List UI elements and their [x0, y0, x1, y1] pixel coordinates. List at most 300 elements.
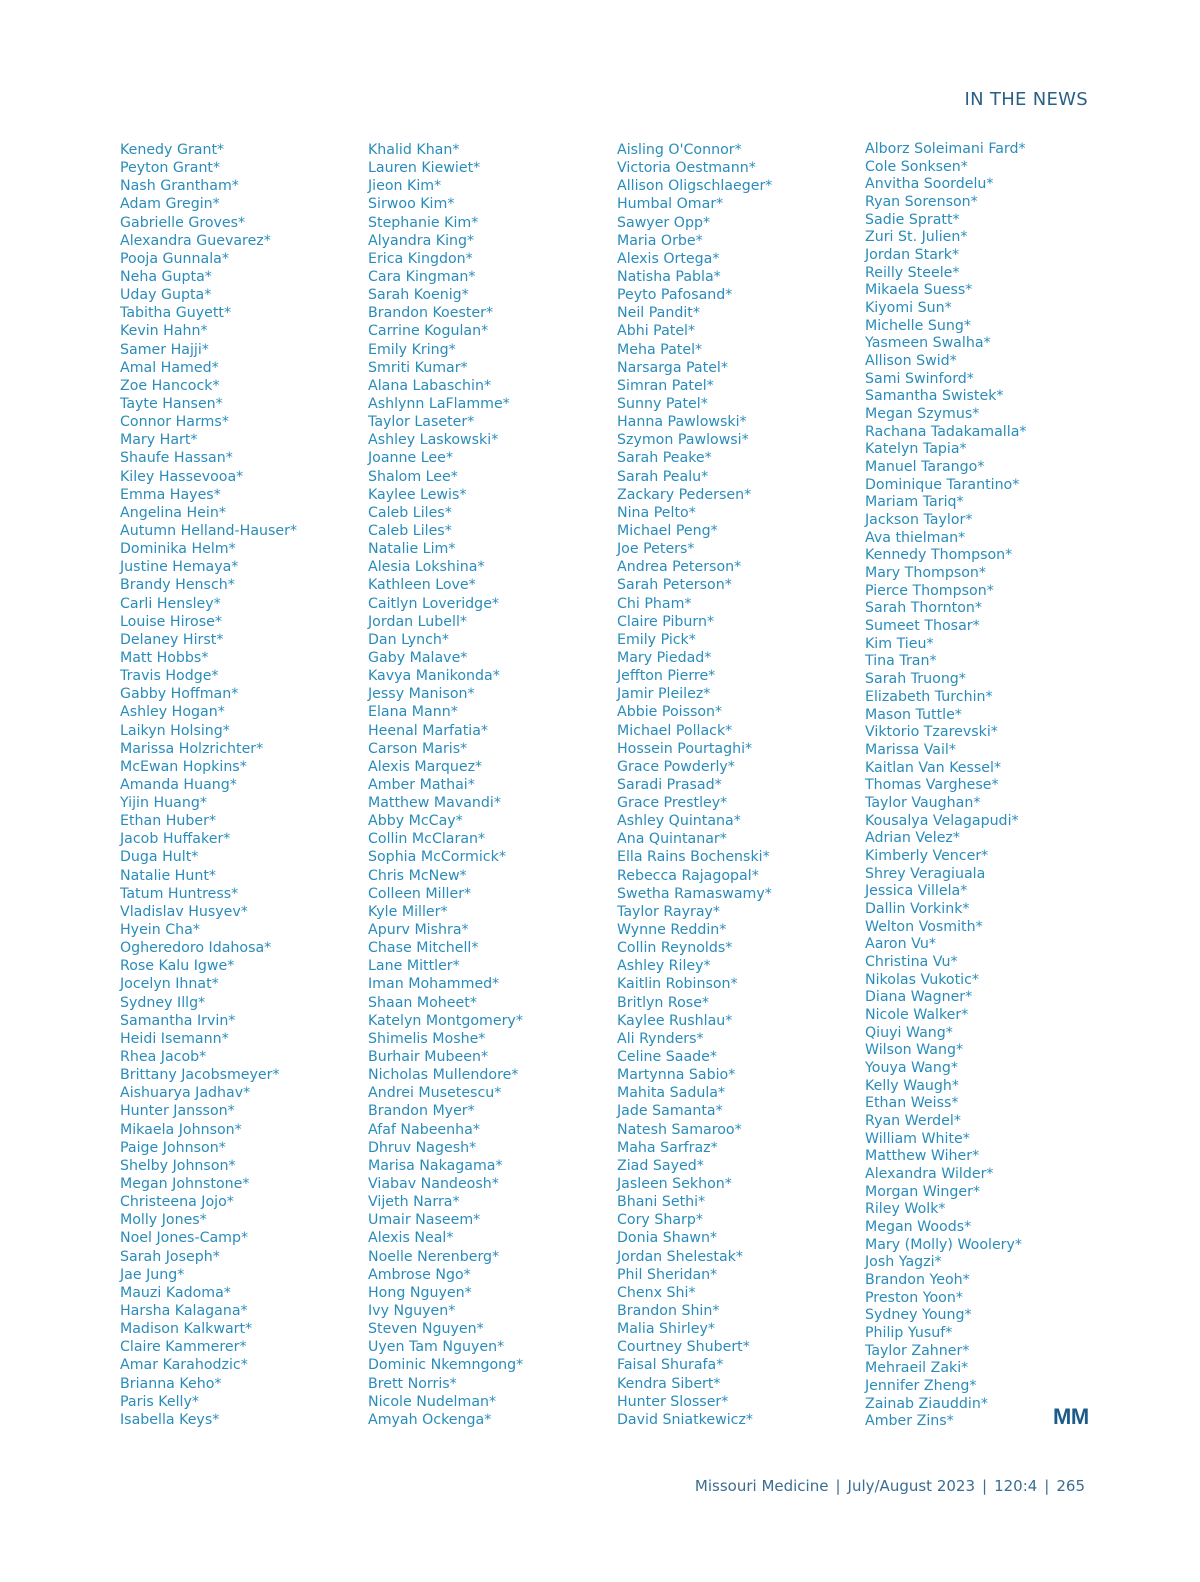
name-item: Amyah Ockenga*: [368, 1411, 492, 1428]
name-item: Brandon Shin*: [617, 1303, 720, 1319]
name-item: Jasleen Sekhon*: [617, 1176, 732, 1193]
name-item: Samer Hajji*: [120, 341, 209, 358]
name-item: Chris McNew*: [368, 867, 467, 884]
issue-date: July/August 2023: [847, 1477, 975, 1495]
name-item: Ambrose Ngo*: [368, 1266, 471, 1283]
name-item: Ana Quintanar*: [617, 831, 727, 848]
name-item: Sarah Peterson*: [617, 577, 732, 594]
name-item: Dallin Vorkink*: [865, 900, 970, 917]
name-item: Erica Kingdon*: [368, 250, 473, 267]
mm-logo: MM: [1053, 1404, 1089, 1429]
name-item: Marissa Holzrichter*: [120, 740, 264, 757]
name-item: Sydney Young*: [865, 1307, 972, 1324]
name-item: Autumn Helland-Hauser*: [120, 522, 298, 539]
name-item: Taylor Zahner*: [865, 1342, 970, 1359]
name-item: Kennedy Thompson*: [865, 547, 1013, 564]
name-item: Dominika Helm*: [120, 541, 236, 558]
name-item: Sirwoo Kim*: [368, 196, 455, 213]
name-item: Louise Hirose*: [120, 613, 222, 630]
name-item: Adam Gregin*: [120, 196, 220, 213]
name-item: Nicole Walker*: [865, 1006, 969, 1023]
name-item: Heenal Marfatia*: [368, 722, 489, 739]
name-item: Kaitlin Robinson*: [617, 976, 738, 993]
name-item: Emma Hayes*: [120, 486, 221, 503]
name-item: Jae Jung*: [120, 1266, 185, 1283]
name-item: Justine Hemaya*: [120, 559, 239, 576]
name-item: Samantha Irvin*: [120, 1012, 236, 1029]
name-item: Emily Pick*: [617, 631, 696, 648]
name-item: Grace Powderly*: [617, 758, 735, 775]
name-item: Neha Gupta*: [120, 268, 212, 285]
name-item: Brandon Myer*: [368, 1103, 475, 1120]
name-item: Allison Oligschlaeger*: [617, 178, 773, 195]
name-item: Riley Wolk*: [865, 1201, 946, 1218]
name-item: Kousalya Velagapudi*: [865, 812, 1019, 829]
name-item: Kaylee Lewis*: [368, 486, 467, 503]
name-item: Taylor Vaughan*: [865, 794, 981, 811]
name-item: Dhruv Nagesh*: [368, 1139, 477, 1156]
name-item: Kiley Hassevooa*: [120, 468, 244, 485]
name-item: Noel Jones-Camp*: [120, 1230, 249, 1247]
name-column-1: [120, 141, 297, 1429]
section-title: IN THE NEWS: [964, 89, 1088, 110]
name-item: Mary Thompson*: [865, 565, 986, 582]
name-item: Duga Hult*: [120, 849, 199, 866]
name-item: Natalie Hunt*: [120, 867, 216, 884]
name-item: Brittany Jacobsmeyer*: [120, 1067, 280, 1084]
name-item: Jessica Villela*: [865, 883, 968, 900]
name-item: Claire Kammerer*: [120, 1339, 247, 1356]
name-item: Ivy Nguyen*: [368, 1303, 456, 1319]
name-item: Alexandra Guevarez*: [120, 232, 271, 249]
name-item: Steven Nguyen*: [368, 1321, 484, 1338]
name-item: Colleen Miller*: [368, 885, 472, 902]
name-item: Shelby Johnson*: [120, 1157, 236, 1174]
name-item: Burhair Mubeen*: [368, 1049, 489, 1066]
name-item: Marisa Nakagama*: [368, 1157, 503, 1174]
name-item: Mary Piedad*: [617, 649, 712, 666]
name-item: Sydney Illg*: [120, 994, 206, 1011]
name-item: Pierce Thompson*: [865, 582, 994, 599]
name-item: Cory Sharp*: [617, 1212, 703, 1229]
name-item: Mary (Molly) Woolery*: [865, 1236, 1023, 1253]
name-item: Humbal Omar*: [617, 196, 724, 213]
name-item: Hanna Pawlowski*: [617, 414, 747, 431]
name-item: Heidi Isemann*: [120, 1030, 229, 1047]
name-item: Natalie Lim*: [368, 541, 456, 558]
name-item: Jamir Pleilez*: [617, 686, 711, 703]
name-item: Harsha Kalagana*: [120, 1303, 248, 1319]
name-item: Hunter Slosser*: [617, 1393, 729, 1410]
name-item: Sunny Patel*: [617, 395, 708, 412]
name-item: Philip Yusuf*: [865, 1325, 953, 1342]
name-item: Sadie Spratt*: [865, 211, 960, 228]
name-item: Dan Lynch*: [368, 631, 449, 648]
name-item: Apurv Mishra*: [368, 922, 469, 939]
name-item: Umair Naseem*: [368, 1212, 481, 1229]
name-item: Megan Szymus*: [865, 406, 980, 423]
name-item: Stephanie Kim*: [368, 214, 479, 231]
name-column-4: [865, 141, 1026, 1431]
name-item: Kelly Waugh*: [865, 1077, 960, 1094]
name-item: Nash Grantham*: [120, 178, 239, 195]
name-item: Carson Maris*: [368, 740, 468, 757]
name-item: Qiuyi Wang*: [865, 1024, 953, 1041]
name-item: Peyton Grant*: [120, 160, 221, 177]
name-item: Marissa Vail*: [865, 741, 956, 758]
name-item: Dominique Tarantino*: [865, 476, 1020, 493]
name-item: Jennifer Zheng*: [865, 1378, 977, 1395]
name-item: Ashley Hogan*: [120, 704, 225, 721]
name-item: Kiyomi Sun*: [865, 300, 952, 317]
name-item: Ali Rynders*: [617, 1030, 704, 1047]
name-item: Isabella Keys*: [120, 1411, 220, 1428]
name-item: Brandon Koester*: [368, 305, 494, 322]
name-item: Elizabeth Turchin*: [865, 688, 993, 705]
name-item: Mary Hart*: [120, 432, 198, 449]
name-item: Amal Hamed*: [120, 359, 219, 376]
name-item: Chase Mitchell*: [368, 940, 479, 957]
name-item: Angelina Hein*: [120, 504, 226, 521]
name-item: Jeffton Pierre*: [617, 668, 716, 685]
name-item: Ryan Sorenson*: [865, 194, 978, 211]
name-item: Neil Pandit*: [617, 305, 700, 322]
name-item: Morgan Winger*: [865, 1183, 981, 1200]
name-item: William White*: [865, 1130, 970, 1147]
name-item: Saradi Prasad*: [617, 776, 722, 793]
name-item: Aisling O'Connor*: [617, 142, 742, 158]
name-item: Allison Swid*: [865, 353, 957, 370]
name-item: Matthew Wiher*: [865, 1148, 980, 1165]
name-item: Tina Tran*: [865, 653, 937, 670]
name-item: Manuel Tarango*: [865, 459, 985, 476]
name-item: Kevin Hahn*: [120, 323, 208, 340]
name-item: Brandon Yeoh*: [865, 1272, 970, 1288]
name-item: Courtney Shubert*: [617, 1339, 750, 1356]
name-item: Kathleen Love*: [368, 577, 476, 594]
name-item: Emily Kring*: [368, 341, 456, 358]
name-item: Brianna Keho*: [120, 1375, 222, 1392]
name-column-2: [368, 141, 523, 1429]
name-item: Carrine Kogulan*: [368, 323, 489, 340]
name-item: Ashley Quintana*: [617, 813, 741, 830]
journal-name: Missouri Medicine: [694, 1477, 829, 1495]
name-item: Szymon Pawlowsi*: [617, 432, 749, 449]
name-item: Travis Hodge*: [120, 668, 219, 685]
name-item: Victoria Oestmann*: [617, 160, 756, 177]
name-item: Sarah Thornton*: [865, 600, 982, 617]
name-item: Shaufe Hassan*: [120, 450, 233, 467]
name-item: Brett Norris*: [368, 1375, 457, 1392]
name-item: McEwan Hopkins*: [120, 758, 247, 775]
name-item: Reilly Steele*: [865, 264, 960, 281]
name-item: Natisha Pabla*: [617, 268, 721, 285]
name-item: Uday Gupta*: [120, 287, 212, 304]
name-item: Vladislav Husyev*: [120, 903, 248, 920]
name-item: Jacob Huffaker*: [120, 831, 231, 848]
name-item: Jessy Manison*: [368, 686, 475, 703]
name-item: Noelle Nerenberg*: [368, 1248, 500, 1265]
name-item: Zainab Ziauddin*: [865, 1395, 988, 1412]
name-item: Hyein Cha*: [120, 922, 200, 939]
name-item: Sarah Joseph*: [120, 1248, 220, 1265]
name-item: Maria Orbe*: [617, 232, 703, 249]
name-item: Caleb Liles*: [368, 522, 452, 539]
name-item: Joanne Lee*: [368, 450, 453, 467]
name-item: Ashley Riley*: [617, 958, 711, 975]
name-column-3: [617, 141, 772, 1429]
name-item: Taylor Rayray*: [617, 903, 721, 920]
name-item: Sami Swinford*: [865, 370, 974, 387]
name-item: Megan Johnstone*: [120, 1176, 250, 1193]
name-item: Nikolas Vukotic*: [865, 971, 980, 988]
name-item: Zoe Hancock*: [120, 377, 220, 394]
name-item: Malia Shirley*: [617, 1321, 715, 1338]
name-item: Kavya Manikonda*: [368, 668, 500, 685]
name-item: Ava thielman*: [865, 529, 966, 546]
name-item: Carli Hensley*: [120, 595, 221, 612]
name-item: Gabby Hoffman*: [120, 686, 239, 703]
name-item: Yijin Huang*: [120, 795, 207, 812]
name-item: Brandy Hensch*: [120, 577, 235, 594]
name-item: Iman Mohammed*: [368, 976, 500, 993]
name-item: Rhea Jacob*: [120, 1049, 207, 1066]
name-item: Dominic Nkemngong*: [368, 1357, 524, 1374]
name-item: Mahita Sadula*: [617, 1085, 726, 1102]
name-item: Christeena Jojo*: [120, 1194, 234, 1211]
name-item: Abhi Patel*: [617, 323, 696, 340]
name-item: Gabrielle Groves*: [120, 214, 246, 231]
name-item: Collin McClaran*: [368, 831, 486, 848]
name-item: Nina Pelto*: [617, 504, 696, 521]
name-item: Hong Nguyen*: [368, 1284, 472, 1301]
volume-issue: 120:4: [994, 1477, 1038, 1495]
name-item: Vijeth Narra*: [368, 1194, 460, 1211]
name-item: Viktorio Tzarevski*: [865, 724, 998, 741]
name-item: Kyle Miller*: [368, 903, 448, 920]
name-item: Celine Saade*: [617, 1049, 717, 1066]
name-item: Tayte Hansen*: [120, 395, 223, 412]
name-item: Ethan Weiss*: [865, 1095, 959, 1112]
name-item: Madison Kalkwart*: [120, 1321, 253, 1338]
name-item: Shalom Lee*: [368, 468, 458, 485]
name-item: Mauzi Kadoma*: [120, 1284, 231, 1301]
name-item: Kendra Sibert*: [617, 1375, 721, 1392]
name-item: Aishuarya Jadhav*: [120, 1085, 251, 1102]
name-item: Alana Labaschin*: [368, 377, 492, 394]
name-item: Meha Patel*: [617, 341, 703, 358]
name-item: Alesia Lokshina*: [368, 559, 485, 576]
page-number: 265: [1056, 1477, 1085, 1495]
name-item: Jordan Shelestak*: [617, 1248, 744, 1265]
name-item: Sawyer Opp*: [617, 214, 711, 231]
name-item: Jordan Stark*: [865, 247, 960, 264]
name-item: Peyto Pafosand*: [617, 287, 733, 304]
footer-separator: |: [835, 1477, 841, 1495]
name-item: Jackson Taylor*: [865, 512, 973, 529]
name-item: Zuri St. Julien*: [865, 229, 968, 246]
name-item: Thomas Varghese*: [865, 777, 999, 794]
name-item: Amanda Huang*: [120, 776, 237, 793]
name-item: Uyen Tam Nguyen*: [368, 1339, 505, 1356]
name-item: Kaitlan Van Kessel*: [865, 759, 1002, 776]
name-item: Delaney Hirst*: [120, 631, 224, 648]
name-item: Martynna Sabio*: [617, 1067, 736, 1084]
name-item: Paige Johnson*: [120, 1139, 226, 1156]
name-item: Caitlyn Loveridge*: [368, 595, 500, 612]
name-item: Gaby Malave*: [368, 649, 468, 666]
name-item: Cara Kingman*: [368, 268, 476, 285]
name-item: Laikyn Holsing*: [120, 722, 230, 739]
name-item: Katelyn Tapia*: [865, 441, 967, 458]
name-item: Cole Sonksen*: [865, 158, 968, 175]
name-item: Alexandra Wilder*: [865, 1165, 994, 1182]
name-item: Phil Sheridan*: [617, 1266, 718, 1283]
name-item: Donia Shawn*: [617, 1230, 718, 1247]
name-item: Shimelis Moshe*: [368, 1030, 486, 1047]
name-item: Michelle Sung*: [865, 317, 971, 334]
name-item: Lauren Kiewiet*: [368, 160, 481, 177]
name-item: Wynne Reddin*: [617, 922, 727, 939]
name-item: Connor Harms*: [120, 414, 229, 431]
name-item: Simran Patel*: [617, 377, 714, 394]
name-item: Hunter Jansson*: [120, 1103, 235, 1120]
name-item: Anvitha Soordelu*: [865, 176, 994, 193]
name-item: Kimberly Vencer*: [865, 847, 989, 864]
name-item: Jade Samanta*: [617, 1103, 723, 1120]
name-item: Kim Tieu*: [865, 635, 934, 652]
name-item: Abbie Poisson*: [617, 704, 723, 721]
name-item: Adrian Velez*: [865, 830, 960, 847]
name-item: Zackary Pedersen*: [617, 486, 752, 503]
name-item: Rose Kalu Igwe*: [120, 958, 235, 975]
name-item: Diana Wagner*: [865, 989, 973, 1006]
name-item: Preston Yoon*: [865, 1289, 963, 1306]
name-item: Ogheredoro Idahosa*: [120, 940, 272, 957]
name-item: Swetha Ramaswamy*: [617, 885, 772, 902]
name-item: Rebecca Rajagopal*: [617, 867, 759, 884]
name-item: Michael Pollack*: [617, 722, 733, 739]
name-item: Josh Yagzi*: [865, 1254, 942, 1271]
name-item: Narsarga Patel*: [617, 359, 728, 376]
name-item: Chi Pham*: [617, 595, 692, 612]
name-item: Andrea Peterson*: [617, 559, 742, 576]
name-item: Kaylee Rushlau*: [617, 1012, 733, 1029]
name-item: Jordan Lubell*: [368, 613, 468, 630]
name-item: Sarah Koenig*: [368, 287, 469, 304]
name-item: Chenx Shi*: [617, 1284, 696, 1301]
name-item: Taylor Laseter*: [368, 414, 475, 431]
names-list: [120, 141, 1120, 1441]
name-item: Welton Vosmith*: [865, 918, 983, 935]
name-item: Kenedy Grant*: [120, 142, 225, 158]
name-item: Jocelyn Ihnat*: [120, 976, 219, 993]
name-item: Sarah Pealu*: [617, 468, 709, 485]
name-item: Ryan Werdel*: [865, 1112, 961, 1129]
name-item: Abby McCay*: [368, 813, 463, 830]
page-footer: [695, 1477, 1085, 1495]
name-item: Khalid Khan*: [368, 142, 460, 158]
name-item: Claire Piburn*: [617, 613, 715, 630]
name-item: Aaron Vu*: [865, 936, 936, 953]
name-item: Alexis Ortega*: [617, 250, 720, 267]
name-item: Matt Hobbs*: [120, 649, 209, 666]
name-item: Yasmeen Swalha*: [865, 335, 991, 352]
name-item: Sumeet Thosar*: [865, 618, 980, 635]
name-item: Ashley Laskowski*: [368, 432, 499, 449]
name-item: Alexis Neal*: [368, 1230, 454, 1247]
name-item: Nicole Nudelman*: [368, 1393, 497, 1410]
name-item: Andrei Musetescu*: [368, 1085, 502, 1102]
name-item: Alborz Soleimani Fard*: [865, 141, 1026, 157]
name-item: Mariam Tariq*: [865, 494, 964, 511]
name-item: Mikaela Johnson*: [120, 1121, 242, 1138]
name-item: Mehraeil Zaki*: [865, 1360, 969, 1377]
name-item: Britlyn Rose*: [617, 994, 710, 1011]
name-item: Caleb Liles*: [368, 504, 452, 521]
name-item: Elana Mann*: [368, 704, 458, 721]
name-item: Pooja Gunnala*: [120, 250, 229, 267]
name-item: Amar Karahodzic*: [120, 1357, 248, 1374]
name-item: Shrey Veragiuala: [865, 865, 986, 882]
name-item: Ella Rains Bochenski*: [617, 849, 770, 866]
name-item: Shaan Moheet*: [368, 994, 477, 1011]
name-item: Jieon Kim*: [368, 178, 442, 195]
name-item: Maha Sarfraz*: [617, 1139, 718, 1156]
name-item: Amber Zins*: [865, 1413, 954, 1430]
name-item: Sophia McCormick*: [368, 849, 506, 866]
name-item: Amber Mathai*: [368, 776, 475, 793]
name-item: Katelyn Montgomery*: [368, 1012, 523, 1029]
name-item: Ziad Sayed*: [617, 1157, 704, 1174]
name-item: Collin Reynolds*: [617, 940, 733, 957]
name-item: Sarah Truong*: [865, 671, 966, 688]
name-item: Christina Vu*: [865, 953, 958, 970]
footer-separator: |: [982, 1477, 988, 1495]
name-item: Sarah Peake*: [617, 450, 712, 467]
name-item: David Sniatkewicz*: [617, 1411, 753, 1428]
name-item: Natesh Samaroo*: [617, 1121, 742, 1138]
name-item: Hossein Pourtaghi*: [617, 740, 753, 757]
name-item: Tabitha Guyett*: [120, 305, 232, 322]
name-item: Mason Tuttle*: [865, 706, 962, 723]
name-item: Matthew Mavandi*: [368, 795, 501, 812]
name-item: Viabav Nandeosh*: [368, 1176, 499, 1193]
name-item: Molly Jones*: [120, 1212, 207, 1229]
name-item: Grace Prestley*: [617, 795, 728, 812]
name-item: Michael Peng*: [617, 522, 718, 539]
footer-separator: |: [1044, 1477, 1050, 1495]
name-item: Youya Wang*: [865, 1059, 958, 1076]
name-item: Paris Kelly*: [120, 1393, 199, 1410]
name-item: Tatum Huntress*: [120, 885, 239, 902]
name-item: Nicholas Mullendore*: [368, 1067, 519, 1084]
name-item: Afaf Nabeenha*: [368, 1121, 480, 1138]
name-item: Wilson Wang*: [865, 1042, 964, 1059]
name-item: Faisal Shurafa*: [617, 1357, 724, 1374]
name-item: Megan Woods*: [865, 1218, 972, 1235]
name-item: Mikaela Suess*: [865, 282, 973, 299]
name-item: Smriti Kumar*: [368, 359, 468, 376]
name-item: Samantha Swistek*: [865, 388, 1004, 405]
name-item: Ashlynn LaFlamme*: [368, 395, 510, 412]
name-item: Joe Peters*: [617, 541, 695, 558]
name-item: Rachana Tadakamalla*: [865, 423, 1027, 440]
name-item: Bhani Sethi*: [617, 1194, 706, 1211]
name-item: Alexis Marquez*: [368, 758, 483, 775]
name-item: Ethan Huber*: [120, 813, 217, 830]
name-item: Alyandra King*: [368, 232, 475, 249]
